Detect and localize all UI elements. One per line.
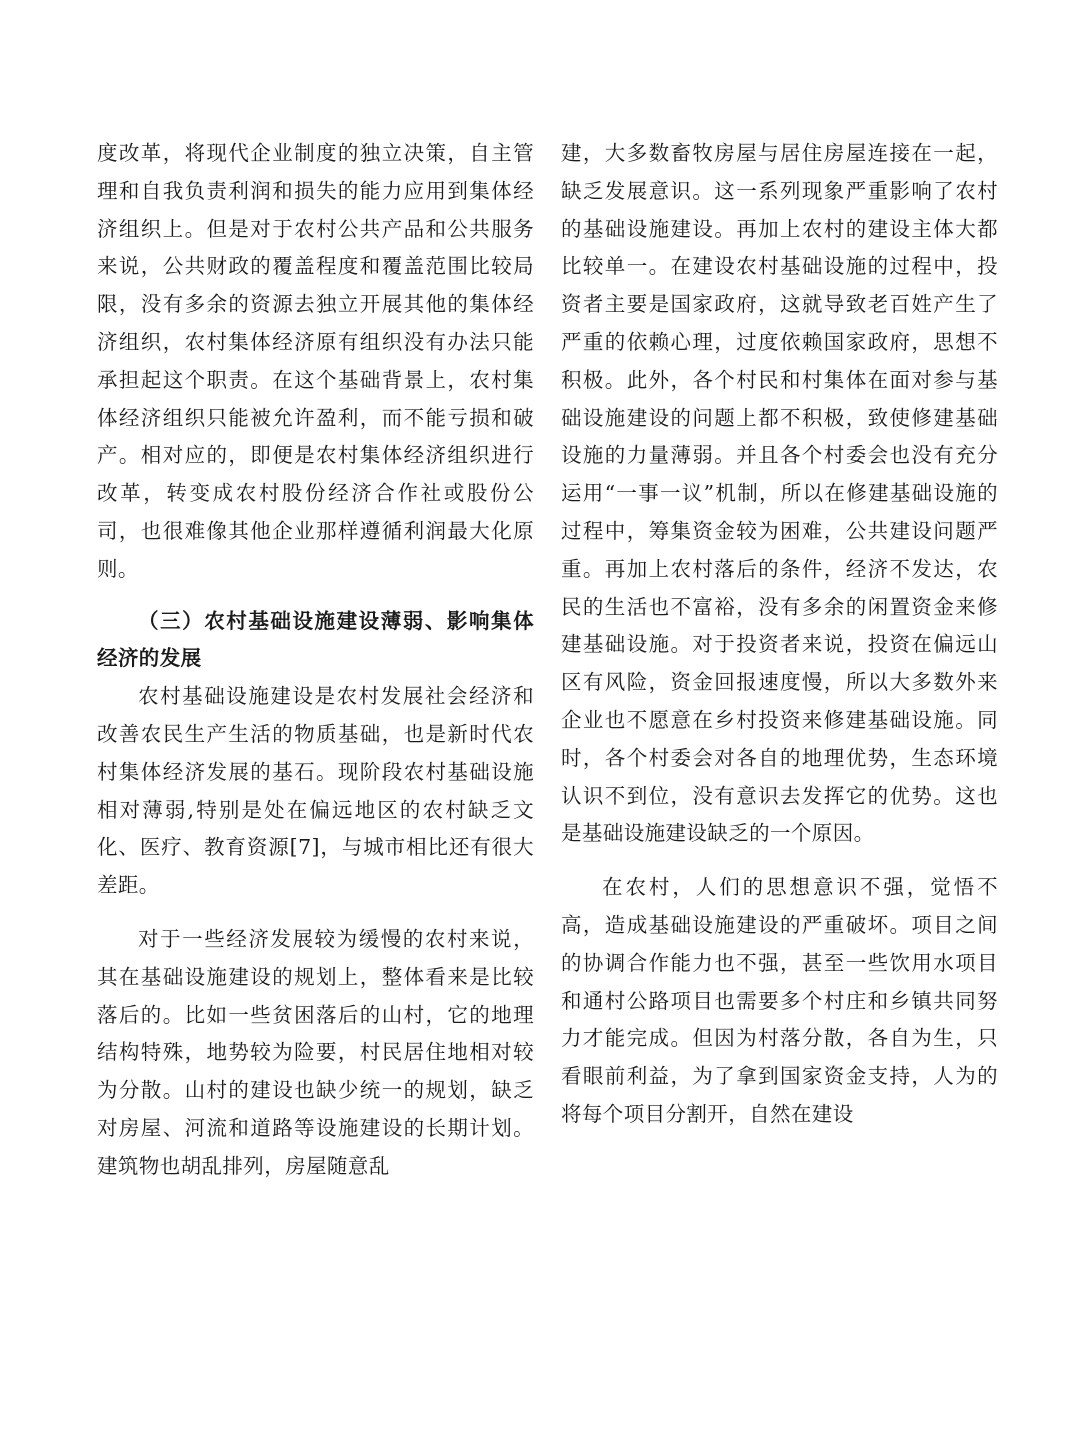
section-heading: （三）农村基础设施建设薄弱、影响集体经济的发展 <box>97 608 534 671</box>
right-paragraph-1: 建，大多数畜牧房屋与居住房屋连接在一起，缺乏发展意识。这一系列现象严重影响了农村的基础设施建设。再加上农村的建设主体大都比较单一。在建设农村基础设施的过程中，投资者主要是国家政府，这就导致老百姓产生了严重的依赖心理，过度依赖国家政府，思想不积极。此外，各个村民和村集体在面对参与基础设施建设的问题上都不积极，致使修建基础设施的力量薄弱。并且各个村委会也没有充分运用“一事一议”机制，所以在修建基础设施的过程中，筹集资金较为困难，公共建设问题严重。再加上农村落后的条件，经济不发达，农民的生活也不富裕，没有多余的闲置资金来修建基础设施。对于投资者来说，投资在偏远山区有风险，资金回报速度慢，所以大多数外来企业也不愿意在乡村投资来修建基础设施。同时，各个村委会对各自的地理优势，生态环境认识不到位，没有意识去发挥它的优势。这也是基础设施建设缺乏的一个原因。 <box>561 141 998 846</box>
left-column <box>97 135 534 1186</box>
right-paragraph-2: 在农村，人们的思想意识不强，觉悟不高，造成基础设施建设的严重破坏。项目之间的协调合作能力也不强，甚至一些饮用水项目和通村公路项目也需要多个村庄和乡镇共同努力才能完成。但因为村落分散，各自为生，只看眼前利益，为了拿到国家资金支持，人为的将每个项目分割开，自然在建设 <box>561 875 998 1126</box>
left-paragraph-1: 度改革，将现代企业制度的独立决策，自主管理和自我负责利润和损失的能力应用到集体经济组织上。但是对于农村公共产品和公共服务来说，公共财政的覆盖程度和覆盖范围比较局限，没有多余的资源去独立开展其他的集体经济组织，农村集体经济原有组织没有办法只能承担起这个职责。在这个基础背景上，农村集体经济组织只能被允许盈利，而不能亏损和破产。相对应的，即便是农村集体经济组织进行改革，转变成农村股份经济合作社或股份公司，也很难像其他企业那样遵循利润最大化原则。 <box>97 141 534 581</box>
left-paragraph-2: 农村基础设施建设是农村发展社会经济和改善农民生产生活的物质基础，也是新时代农村集体经济发展的基石。现阶段农村基础设施相对薄弱,特别是处在偏远地区的农村缺乏文化、医疗、教育资源[7]，与城市相比还有很大差距。 <box>97 684 534 898</box>
left-paragraph-3: 对于一些经济发展较为缓慢的农村来说，其在基础设施建设的规划上，整体看来是比较落后的。比如一些贫困落后的山村，它的地理结构特殊，地势较为险要，村民居住地相对较为分散。山村的建设也缺少统一的规划，缺乏对房屋、河流和道路等设施建设的长期计划。建筑物也胡乱排列，房屋随意乱 <box>97 926 534 1178</box>
right-column <box>561 135 998 1134</box>
